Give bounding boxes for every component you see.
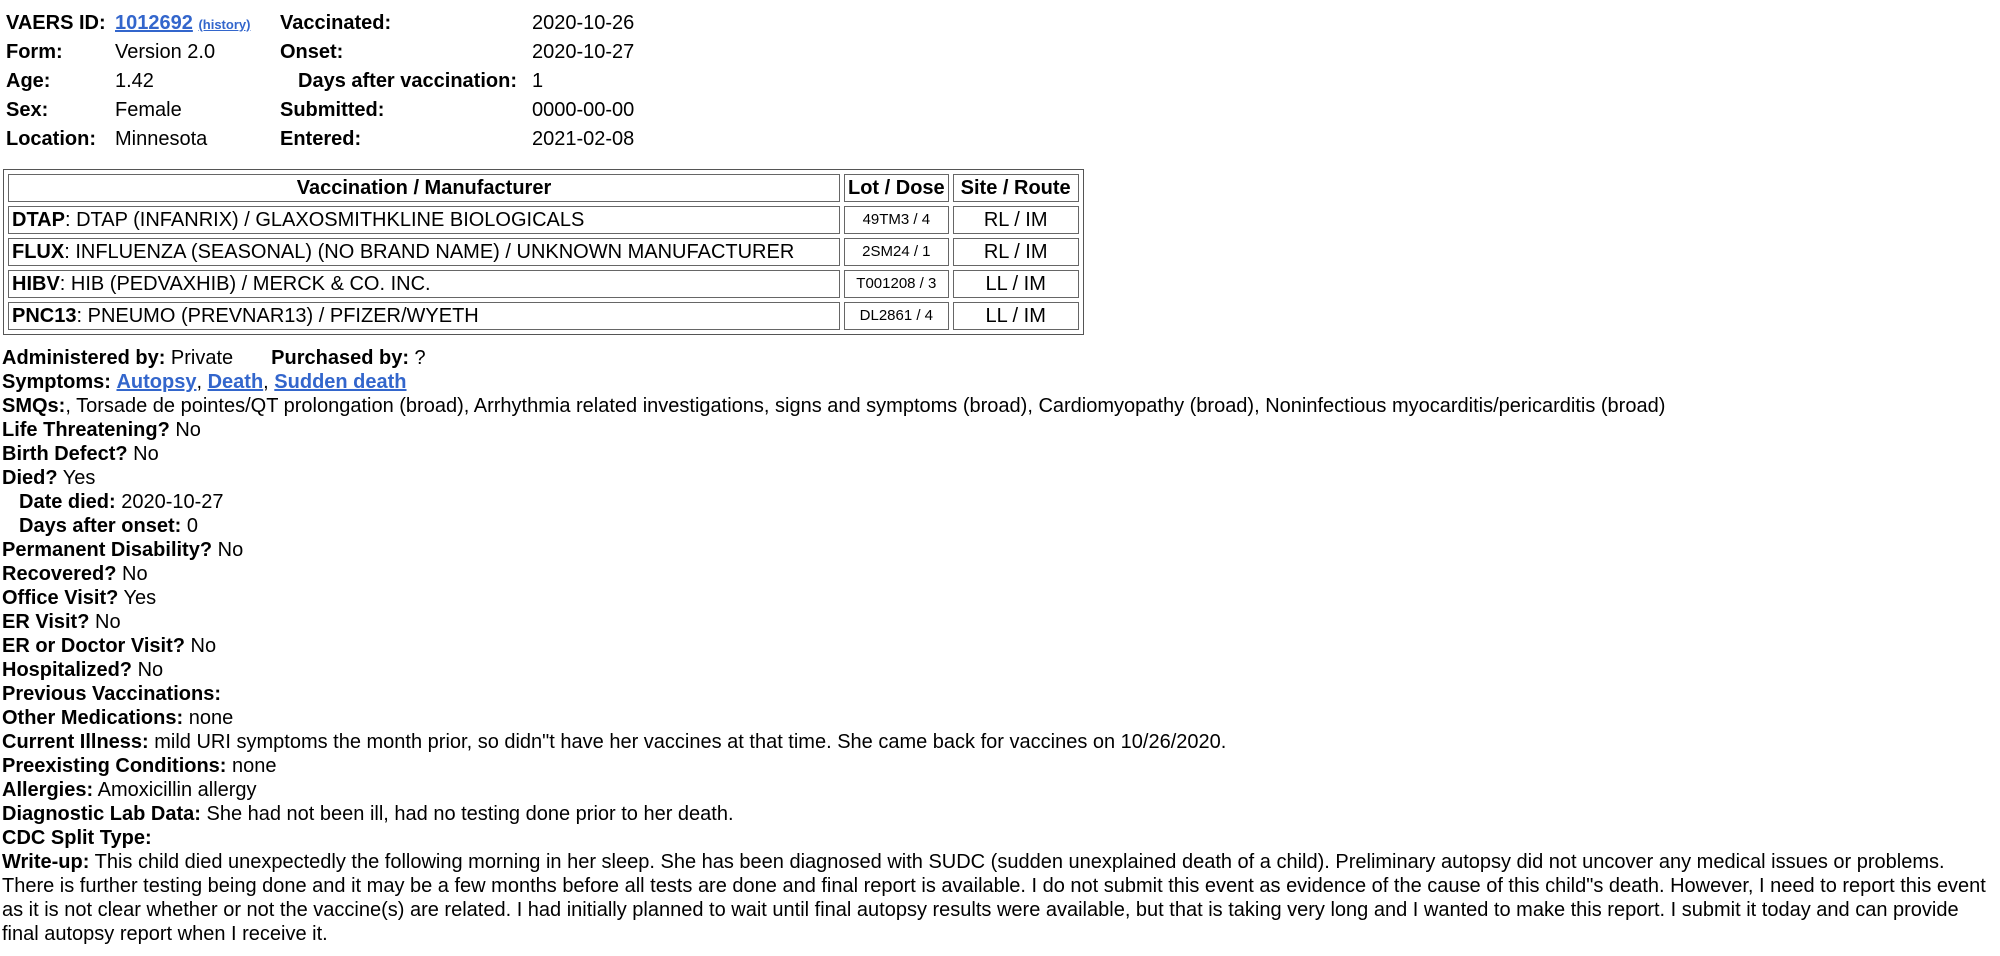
form-value: Version 2.0 (115, 41, 216, 63)
previous-vaccinations-line (2, 682, 1996, 706)
other-medications-line (2, 706, 1996, 730)
current-illness-line (2, 730, 1996, 754)
location-value: Minnesota (115, 128, 208, 150)
report-details (2, 346, 1996, 946)
recovered-label: Recovered? (2, 563, 117, 585)
permanent-disability-line (2, 538, 1996, 562)
form-label: Form: (6, 41, 63, 63)
allergies-label: Allergies: (2, 779, 94, 801)
administered-by-label: Administered by: (2, 347, 166, 369)
purchased-by-value: ? (409, 347, 426, 369)
days-after-onset-label: Days after onset: (19, 515, 182, 537)
symptom-link-death[interactable]: Death (207, 371, 264, 393)
lot-dose-cell: 49TM3 / 4 (844, 206, 949, 234)
hospitalized-value: No (132, 659, 164, 681)
symptoms-label: Symptoms: (2, 371, 111, 393)
other-medications-label: Other Medications: (2, 707, 184, 729)
days-after-onset-line (2, 514, 1996, 538)
diagnostic-lab-data-line (2, 802, 1996, 826)
age-label: Age: (6, 70, 51, 92)
symptom-link-autopsy[interactable]: Autopsy (116, 371, 197, 393)
er-doctor-visit-value: No (185, 635, 217, 657)
days-after-vaccination-label: Days after vaccination: (298, 70, 517, 92)
office-visit-label: Office Visit? (2, 587, 119, 609)
onset-value: 2020-10-27 (532, 41, 635, 63)
hospitalized-label: Hospitalized? (2, 659, 133, 681)
er-doctor-visit-label: ER or Doctor Visit? (2, 635, 185, 657)
administered-purchased-line (2, 346, 1996, 370)
vaccine-description: : INFLUENZA (SEASONAL) (NO BRAND NAME) / UNKNOWN MANUFACTURER (64, 241, 795, 263)
submitted-value: 0000-00-00 (532, 99, 635, 121)
table-row (8, 238, 1079, 266)
date-died-label: Date died: (19, 491, 116, 513)
table-row (8, 302, 1079, 330)
died-value: Yes (57, 467, 96, 489)
allergies-value: Amoxicillin allergy (93, 779, 257, 801)
vaccine-cell (8, 206, 840, 234)
vaccine-cell (8, 270, 840, 298)
table-row (8, 270, 1079, 298)
lot-dose-cell: T001208 / 3 (844, 270, 949, 298)
smqs-line (2, 394, 1996, 418)
smqs-value: , Torsade de pointes/QT prolongation (broad), Arrhythmia related investigations, signs and symptoms (broad), Cardiomyopathy (broad), Noninfectious myocarditis/pericarditis (broad) (65, 395, 1666, 417)
column-header-vaccination: Vaccination / Manufacturer (8, 174, 840, 202)
vaers-id-link[interactable]: 1012692 (115, 12, 193, 34)
age-value: 1.42 (115, 70, 154, 92)
permanent-disability-label: Permanent Disability? (2, 539, 213, 561)
current-illness-value: mild URI symptoms the month prior, so didn"t have her vaccines at that time. She came back for vaccines on 10/26/2020. (148, 731, 1227, 753)
diagnostic-lab-data-label: Diagnostic Lab Data: (2, 803, 201, 825)
er-visit-line (2, 610, 1996, 634)
column-header-site-route: Site / Route (953, 174, 1079, 202)
symptoms-line: Symptoms: Autopsy, Death, Sudden death (2, 371, 407, 393)
entered-value: 2021-02-08 (532, 128, 635, 150)
vaccine-code: FLUX (12, 241, 65, 263)
vaccination-table (3, 169, 1084, 335)
table-header-row (8, 174, 1079, 202)
birth-defect-value: No (127, 443, 159, 465)
site-route-cell: LL / IM (953, 270, 1079, 298)
permanent-disability-value: No (212, 539, 244, 561)
writeup-label: Write-up: (2, 851, 90, 873)
died-label: Died? (2, 467, 58, 489)
vaccine-description: : PNEUMO (PREVNAR13) / PFIZER/WYETH (76, 305, 479, 327)
smqs-label: SMQs: (2, 395, 66, 417)
writeup-line (2, 850, 1996, 946)
vaccinated-value: 2020-10-26 (532, 12, 635, 34)
column-header-lot-dose: Lot / Dose (844, 174, 949, 202)
life-threatening-label: Life Threatening? (2, 419, 170, 441)
purchased-by-label: Purchased by: (271, 347, 409, 369)
vaccine-description: : DTAP (INFANRIX) / GLAXOSMITHKLINE BIOLOGICALS (64, 209, 585, 231)
administered-by-value: Private (165, 347, 234, 369)
recovered-line (2, 562, 1996, 586)
birth-defect-line (2, 442, 1996, 466)
vaccine-description: : HIB (PEDVAXHIB) / MERCK & CO. INC. (59, 273, 431, 295)
vaers-id-group (115, 11, 250, 37)
history-link[interactable]: (history) (198, 17, 251, 32)
date-died-value: 2020-10-27 (115, 491, 224, 513)
preexisting-conditions-label: Preexisting Conditions: (2, 755, 227, 777)
onset-label: Onset: (280, 41, 344, 63)
symptom-link-sudden-death[interactable]: Sudden death (274, 371, 407, 393)
diagnostic-lab-data-value: She had not been ill, had no testing done prior to her death. (200, 803, 734, 825)
previous-vaccinations-label: Previous Vaccinations: (2, 683, 221, 705)
days-after-onset-value: 0 (181, 515, 198, 537)
died-line (2, 466, 1996, 490)
hospitalized-line (2, 658, 1996, 682)
vaccine-cell (8, 238, 840, 266)
site-route-cell: RL / IM (953, 238, 1079, 266)
sex-label: Sex: (6, 99, 49, 121)
lot-dose-cell: 2SM24 / 1 (844, 238, 949, 266)
writeup-value: This child died unexpectedly the following morning in her sleep. She has been diagnosed with SUDC (sudden unexplained death of a child). Preliminary autopsy did not uncover any medical issues or problems. There is further testing being done and it may be a few months before all tests are done and final report is available. I do not submit this event as evidence of the cause of this child"s death. However, I need to report this event as it is not clear whether or not the vaccine(s) are related. I had initially planned to wait until final autopsy results were available, but that is taking very long and I wanted to make this report. I submit it today and can provide final autopsy report when I receive it. (2, 851, 1986, 945)
other-medications-value: none (183, 707, 234, 729)
vaers-id-label: VAERS ID: (6, 12, 106, 34)
vaccine-code: DTAP (12, 209, 65, 231)
date-died-line (2, 490, 1996, 514)
lot-dose-cell: DL2861 / 4 (844, 302, 949, 330)
preexisting-conditions-value: none (226, 755, 277, 777)
allergies-line (2, 778, 1996, 802)
site-route-cell: RL / IM (953, 206, 1079, 234)
office-visit-line (2, 586, 1996, 610)
er-visit-value: No (89, 611, 121, 633)
office-visit-value: Yes (118, 587, 157, 609)
cdc-split-type-label: CDC Split Type: (2, 827, 152, 849)
er-visit-label: ER Visit? (2, 611, 90, 633)
sex-value: Female (115, 99, 182, 121)
vaccine-code: PNC13 (12, 305, 77, 327)
location-label: Location: (6, 128, 96, 150)
cdc-split-type-line (2, 826, 1996, 850)
entered-label: Entered: (280, 128, 362, 150)
life-threatening-value: No (169, 419, 201, 441)
birth-defect-label: Birth Defect? (2, 443, 128, 465)
life-threatening-line (2, 418, 1996, 442)
table-row (8, 206, 1079, 234)
preexisting-conditions-line (2, 754, 1996, 778)
vaccine-code: HIBV (12, 273, 60, 295)
days-after-vaccination-value: 1 (532, 70, 544, 92)
current-illness-label: Current Illness: (2, 731, 149, 753)
submitted-label: Submitted: (280, 99, 385, 121)
vaccinated-label: Vaccinated: (280, 12, 392, 34)
er-doctor-visit-line (2, 634, 1996, 658)
recovered-value: No (116, 563, 148, 585)
site-route-cell: LL / IM (953, 302, 1079, 330)
vaccine-cell (8, 302, 840, 330)
